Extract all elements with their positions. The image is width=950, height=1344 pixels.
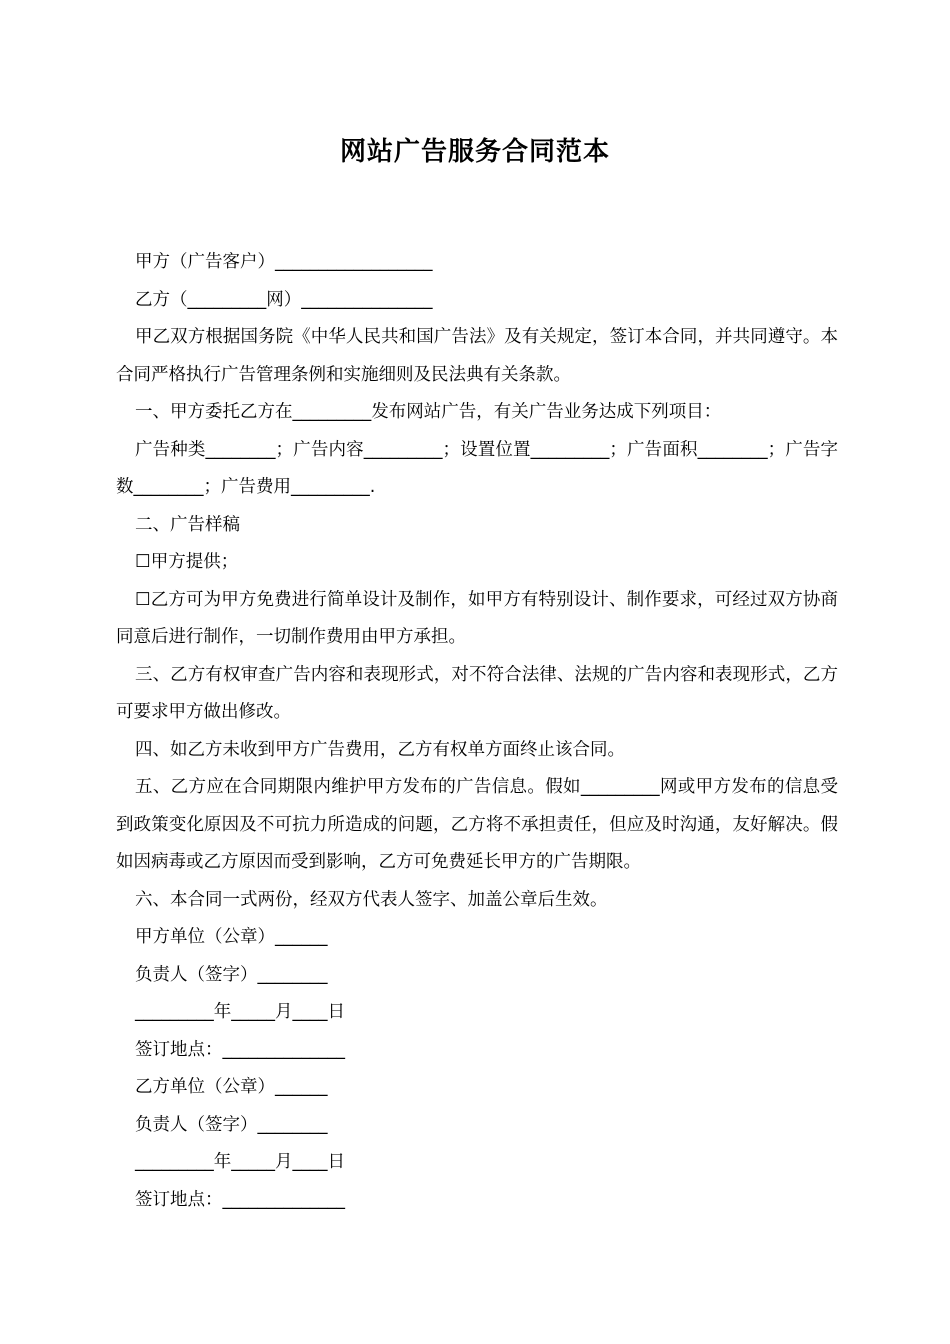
clause-5: 五、乙方应在合同期限内维护甲方发布的广告信息。假如_________网或甲方发布的信息受到政策变化原因及不可抗力所造成的问题，乙方将不承担责任，但应及时沟通，友好解决。假如因病毒或乙方原因而受到影响，乙方可免费延长甲方的广告期限。 bbox=[116, 777, 838, 872]
preamble-paragraph: 甲乙双方根据国务院《中华人民共和国广告法》及有关规定，签订本合同，并共同遵守。本合同严格执行广告管理条例和实施细则及民法典有关条款。 bbox=[116, 327, 838, 385]
clause-2-heading: 二、广告样稿 bbox=[135, 514, 240, 535]
document-title: 网站广告服务合同范本 bbox=[339, 137, 610, 167]
party-b-date-line: _________年_____月____日 bbox=[135, 1152, 345, 1172]
party-b-seal-line: 乙方单位（公章）______ bbox=[135, 1077, 328, 1097]
party-b-line: 乙方（_________网）_______________ bbox=[135, 289, 433, 310]
party-a-line: 甲方（广告客户）__________________ bbox=[135, 252, 433, 272]
option-party-b-designs: ☐乙方可为甲方免费进行简单设计及制作，如甲方有特别设计、制作要求，可经过双方协商同意后进行制作，一切制作费用由甲方承担。 bbox=[116, 589, 838, 647]
party-a-signatory-line: 负责人（签字）________ bbox=[135, 964, 328, 985]
document-body bbox=[116, 244, 838, 1219]
party-a-place-line: 签订地点：______________ bbox=[135, 1039, 345, 1060]
party-a-date-line: _________年_____月____日 bbox=[135, 1002, 345, 1022]
clause-3: 三、乙方有权审查广告内容和表现形式，对不符合法律、法规的广告内容和表现形式，乙方可要求甲方做出修改。 bbox=[116, 664, 838, 722]
clause-4: 四、如乙方未收到甲方广告费用，乙方有权单方面终止该合同。 bbox=[135, 739, 625, 760]
clause-1: 一、甲方委托乙方在_________发布网站广告，有关广告业务达成下列项目： bbox=[135, 402, 722, 422]
ad-details-paragraph: 广告种类________；广告内容_________；设置位置_________；广告面积________；广告字数________；广告费用_________. bbox=[116, 439, 838, 497]
clause-6: 六、本合同一式两份，经双方代表人签字、加盖公章后生效。 bbox=[135, 889, 608, 910]
party-b-place-line: 签订地点：______________ bbox=[135, 1189, 345, 1210]
party-b-signatory-line: 负责人（签字）________ bbox=[135, 1114, 328, 1135]
party-a-seal-line: 甲方单位（公章）______ bbox=[135, 927, 328, 947]
option-party-a-provides: ☐甲方提供； bbox=[135, 552, 239, 572]
